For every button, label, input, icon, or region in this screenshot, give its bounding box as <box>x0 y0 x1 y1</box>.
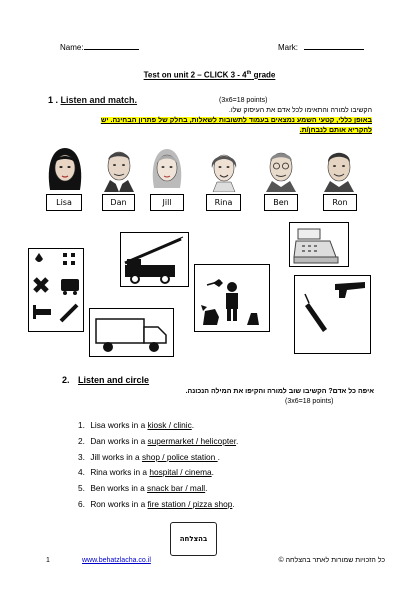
name-box-lisa: Lisa <box>46 194 82 211</box>
sentence-prefix: Jill works in a <box>90 452 142 462</box>
sentence-number: 5. <box>78 483 85 493</box>
fire-truck-icon <box>121 233 188 286</box>
logo-text: בהצלחה <box>179 535 208 543</box>
mark-field <box>278 43 364 52</box>
picture-fire-truck <box>120 232 189 287</box>
sentence-suffix: . <box>211 467 214 477</box>
website-link[interactable]: www.behatzlacha.co.il <box>82 557 151 564</box>
copyright-notice: כל הזכויות שמורות לאתר בהצלחה © <box>278 557 385 564</box>
sentence-3 <box>78 452 220 462</box>
sentence-suffix: . <box>236 436 239 446</box>
radio-gun-icons <box>295 276 370 353</box>
picture-radio-and-gun <box>294 275 371 354</box>
sentence-options[interactable]: fire station / pizza shop <box>147 499 233 509</box>
face-jill-image <box>146 146 188 192</box>
sentence-prefix: Ron works in a <box>90 499 148 509</box>
section1-number: 1 . <box>48 95 59 105</box>
name-box-rina: Rina <box>206 194 241 211</box>
sentence-options[interactable]: kiosk / clinic <box>147 420 192 430</box>
picture-police-items <box>194 264 270 332</box>
sentence-number: 4. <box>78 467 85 477</box>
section1-heading: Listen and match. <box>60 95 138 105</box>
section1-hebrew-instruction: הקשיבו למורה והתאימו לכל אדם את העיסוק שלו. <box>228 107 372 114</box>
sentence-prefix: Lisa works in a <box>90 420 148 430</box>
sentence-prefix: Rina works in a <box>90 467 150 477</box>
sentence-number: 6. <box>78 499 85 509</box>
picture-delivery-truck <box>89 308 174 357</box>
medical-icons <box>29 249 83 331</box>
picture-cash-register <box>289 222 349 267</box>
name-box-jill: Jill <box>150 194 184 211</box>
sentence-suffix: . <box>217 452 220 462</box>
picture-medical-items <box>28 248 84 332</box>
section2-number: 2. <box>62 375 70 385</box>
face-dan-image <box>98 146 140 192</box>
section1-points: (3x6=18 points) <box>219 97 268 104</box>
test-title-sup: th <box>246 70 252 76</box>
mark-label: Mark: <box>278 43 298 52</box>
police-icons <box>195 265 269 331</box>
section2-heading-row <box>62 375 149 385</box>
sentence-suffix: . <box>191 420 195 430</box>
section1-hebrew-note-line1: באופן כללי, קטעי השמע נמצאים בעמוד לתשובות לשאלות, בחלק של פתרון הבחינה. יש <box>100 117 372 124</box>
section2-heading: Listen and circle <box>78 375 150 385</box>
sentence-4 <box>78 467 214 477</box>
sentence-number: 1. <box>78 420 85 430</box>
name-blank-line <box>84 49 139 50</box>
mark-blank-line <box>304 49 364 50</box>
name-box-ron: Ron <box>323 194 357 211</box>
section1-hebrew-note <box>42 117 372 124</box>
behatzlacha-logo <box>170 522 217 556</box>
sentence-6 <box>78 499 235 509</box>
face-rina-image <box>203 146 245 192</box>
face-ben-image <box>260 146 302 192</box>
sentence-number: 2. <box>78 436 85 446</box>
sentence-2 <box>78 436 238 446</box>
name-box-dan: Dan <box>102 194 135 211</box>
section2-hebrew-instruction: איפה כל אדם? הקשיבו שוב למורה והקיפו את המילה הנכונה. <box>185 388 374 395</box>
section1-hebrew-note-line2: להקריא אותם לנבחן/ת. <box>299 127 372 134</box>
sentence-suffix: . <box>232 499 235 509</box>
sentence-options[interactable]: snack bar / mall <box>147 483 206 493</box>
face-lisa-image <box>44 146 86 192</box>
name-label: Name: <box>60 43 84 52</box>
name-field <box>60 43 139 52</box>
sentence-options[interactable]: hospital / cinema <box>149 467 212 477</box>
test-title-main: Test on unit 2 – CLICK 3 - 4 <box>143 70 247 80</box>
sentence-options[interactable]: shop / police station <box>141 452 218 462</box>
sentence-1 <box>78 420 194 430</box>
sentence-prefix: Dan works in a <box>90 436 148 446</box>
test-title-end: grade <box>251 70 276 80</box>
test-title <box>0 70 419 80</box>
section1-heading-row <box>48 95 137 105</box>
page-number: 1 <box>46 557 50 564</box>
sentence-suffix: . <box>205 483 208 493</box>
name-box-ben: Ben <box>264 194 298 211</box>
section2-points: (3x6=18 points) <box>285 398 334 405</box>
truck-icon <box>90 309 173 356</box>
sentence-options[interactable]: supermarket / helicopter <box>147 436 237 446</box>
sentence-number: 3. <box>78 452 85 462</box>
face-ron-image <box>318 146 360 192</box>
cash-register-icon <box>290 223 348 266</box>
section1-hebrew-note-2 <box>42 127 372 134</box>
sentence-5 <box>78 483 207 493</box>
sentence-prefix: Ben works in a <box>90 483 148 493</box>
